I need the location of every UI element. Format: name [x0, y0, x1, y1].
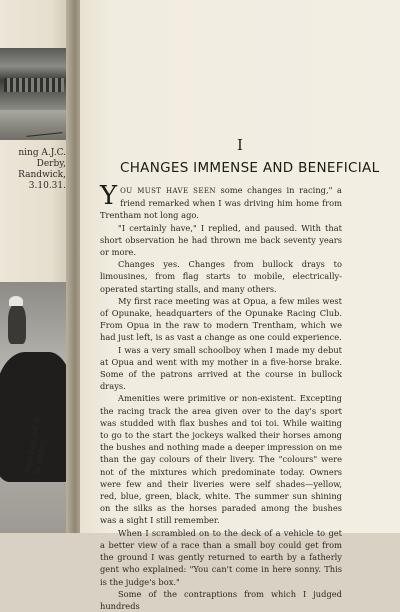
- paragraph-5: I was a very small schoolboy when I made my debut at Opua and went with my mother in a five-horse brake. Some of the patrons arrived at the course in bullock drays.: [100, 344, 342, 392]
- paragraph-6: Amenities were primitive or non-existent. Excepting the racing track the area given over to the day's sport was studded with flax bushes and toi toi. While waiting to go to the start the jockeys walked their horses among the bushes and nothing made a deeper impression on me than the gay colours of their livery. The "colours" were not of the mixtures which predominate today. Owners were few and their liveries were self shades—yellow, red, blue, green, black, white. The summer sun shining on the silks as the horses paraded among the bushes was a sight I still remember.: [100, 393, 342, 526]
- paragraph-7: When I scrambled on to the deck of a vehicle to get a better view of a race than a small boy could get from the ground I was gently returned to earth by a fatherly gent who explained: "You can't come in here sonny. This is the judge's box.": [100, 527, 342, 587]
- racecourse-photo: [0, 48, 68, 140]
- paragraph-3: Changes yes. Changes from bullock drays to limousines, from flag starts to mobile, electrically-operated starting stalls, and many others.: [100, 259, 342, 294]
- jockey-on-horse-photo: [0, 282, 70, 533]
- paragraph-8: Some of the contraptions from which I judged hundreds: [100, 588, 342, 611]
- jockey-cap-shape: [9, 296, 23, 306]
- paragraph-1-smallcaps: OU MUST HAVE SEEN: [120, 187, 216, 195]
- paragraph-1: [100, 181, 342, 222]
- body-text: [100, 181, 342, 612]
- grandstand-shape: [4, 78, 64, 92]
- paragraph-2: "I certainly have," I replied, and paused. With that short observation he had thrown me back seventy years or more.: [100, 222, 342, 258]
- photo-caption-bottom: Phar Lap, led in by Jockey...: [24, 416, 48, 475]
- chapter-number: I: [237, 136, 243, 154]
- photo-caption-top: ning A.J.C. Derby, Randwick, 3.10.31.: [18, 148, 66, 191]
- chapter-title: CHANGES IMMENSE AND BENEFICIAL: [120, 160, 380, 176]
- paragraph-1-text: some changes in racing," a friend remarked when I was driving him home from Trentham not long ago.: [100, 185, 342, 221]
- paragraph-4: My first race meeting was at Opua, a few miles west of Opunake, headquarters of the Opunake Racing Club. From Opua in the raw to modern Trentham, which we had just left, is as vast a change as one could experience.: [100, 295, 342, 343]
- jockey-shape: [8, 304, 26, 344]
- drop-cap: Y: [100, 181, 118, 211]
